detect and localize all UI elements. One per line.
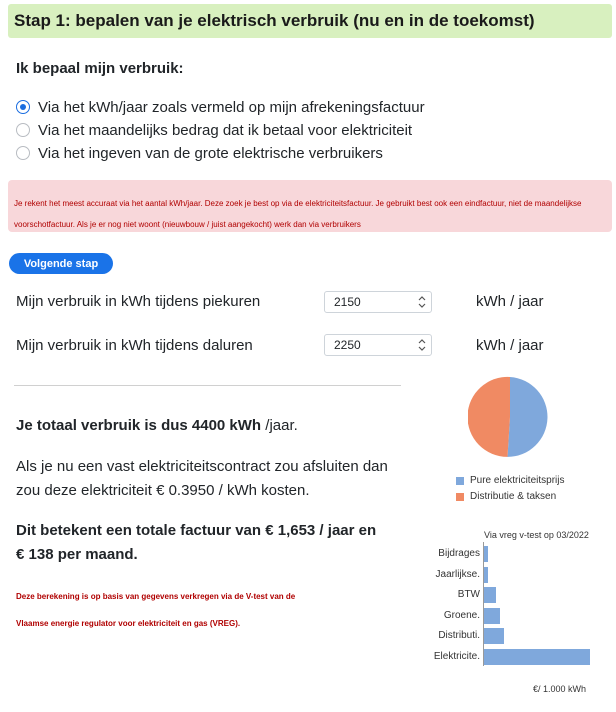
radio-label: Via het kWh/jaar zoals vermeld op mijn afrekeningsfactuur bbox=[38, 98, 425, 116]
bar bbox=[484, 567, 488, 583]
legend-swatch bbox=[456, 477, 464, 485]
bar bbox=[484, 546, 488, 562]
radio-button[interactable] bbox=[16, 146, 30, 160]
offpeak-value: 2250 bbox=[334, 338, 361, 352]
bar bbox=[484, 608, 500, 624]
bar-label: Groene. bbox=[443, 609, 480, 621]
alert-text: Je rekent het meest accuraat via het aantal kWh/jaar. Deze zoek je best op via de elektriciteitsfactuur. Je gebruikt best ook een eindfactuur, niet de maandelijkse voorschotfactuur. Als je er nog niet woont (nieuwbouw / juist aangekocht) werk dan via verbruikers bbox=[14, 199, 582, 229]
spinner-arrows-icon[interactable] bbox=[418, 338, 426, 352]
section-title: Ik bepaal mijn verbruik: bbox=[16, 60, 184, 77]
peak-input[interactable] bbox=[324, 291, 432, 313]
radio-option-kwh[interactable] bbox=[16, 96, 425, 118]
radio-label: Via het maandelijks bedrag dat ik betaal voor elektriciteit bbox=[38, 121, 413, 139]
bar bbox=[484, 587, 496, 603]
total-value: Je totaal verbruik is dus 4400 kWh bbox=[16, 417, 262, 434]
peak-label: Mijn verbruik in kWh tijdens piekuren bbox=[16, 293, 261, 310]
legend-item-distribution bbox=[456, 491, 556, 502]
bar-label: Bijdrages bbox=[438, 548, 480, 559]
bar-label: Jaarlijkse. bbox=[435, 568, 480, 580]
invoice-text: Dit betekent een totale factuur van € 1,653 / jaar en € 138 per maand. bbox=[16, 522, 377, 563]
pie-slice-pure-price bbox=[507, 377, 547, 457]
bar-label: BTW bbox=[457, 589, 480, 600]
peak-value: 2150 bbox=[334, 295, 361, 309]
radio-option-consumers[interactable] bbox=[16, 142, 383, 164]
next-step-button[interactable]: Volgende stap bbox=[9, 253, 113, 274]
offpeak-input[interactable] bbox=[324, 334, 432, 356]
radio-button[interactable] bbox=[16, 123, 30, 137]
radio-label: Via het ingeven van de grote elektrische verbruikers bbox=[38, 144, 383, 162]
bar bbox=[484, 649, 590, 665]
radio-option-monthly[interactable] bbox=[16, 119, 412, 141]
pie-slice-distribution bbox=[468, 377, 510, 457]
page-title: Stap 1: bepalen van je elektrisch verbruik (nu en in de toekomst) bbox=[14, 11, 535, 30]
pie-chart bbox=[468, 375, 552, 459]
bar-label: Distributi. bbox=[438, 630, 480, 641]
spinner-arrows-icon[interactable] bbox=[418, 295, 426, 309]
radio-button[interactable] bbox=[16, 100, 30, 114]
divider bbox=[14, 385, 401, 386]
legend-item-pure-price bbox=[456, 475, 564, 486]
disclaimer-text: Deze berekening is op basis van gegevens verkregen via de V-test van de Vlaamse energie regulator voor elektriciteit en gas (VREG). bbox=[16, 592, 296, 628]
offpeak-unit: kWh / jaar bbox=[476, 337, 544, 354]
total-unit: /jaar. bbox=[261, 417, 298, 434]
offpeak-label: Mijn verbruik in kWh tijdens daluren bbox=[16, 337, 253, 354]
bar-chart-xlabel: €/ 1.000 kWh bbox=[533, 684, 587, 694]
legend-swatch bbox=[456, 493, 464, 501]
legend-label: Pure elektriciteitsprijs bbox=[470, 475, 565, 486]
bar-chart-title: Via vreg v-test op 03/2022 bbox=[484, 530, 589, 540]
peak-unit: kWh / jaar bbox=[476, 293, 544, 310]
legend-label: Distributie & taksen bbox=[470, 491, 557, 502]
total-consumption bbox=[16, 417, 298, 434]
contract-text: Als je nu een vast elektriciteitscontract zou afsluiten dan zou deze elektriciteit € 0.3950 / kWh kosten. bbox=[16, 458, 388, 499]
bar-label: Elektricite. bbox=[433, 650, 480, 662]
bar bbox=[484, 628, 504, 644]
